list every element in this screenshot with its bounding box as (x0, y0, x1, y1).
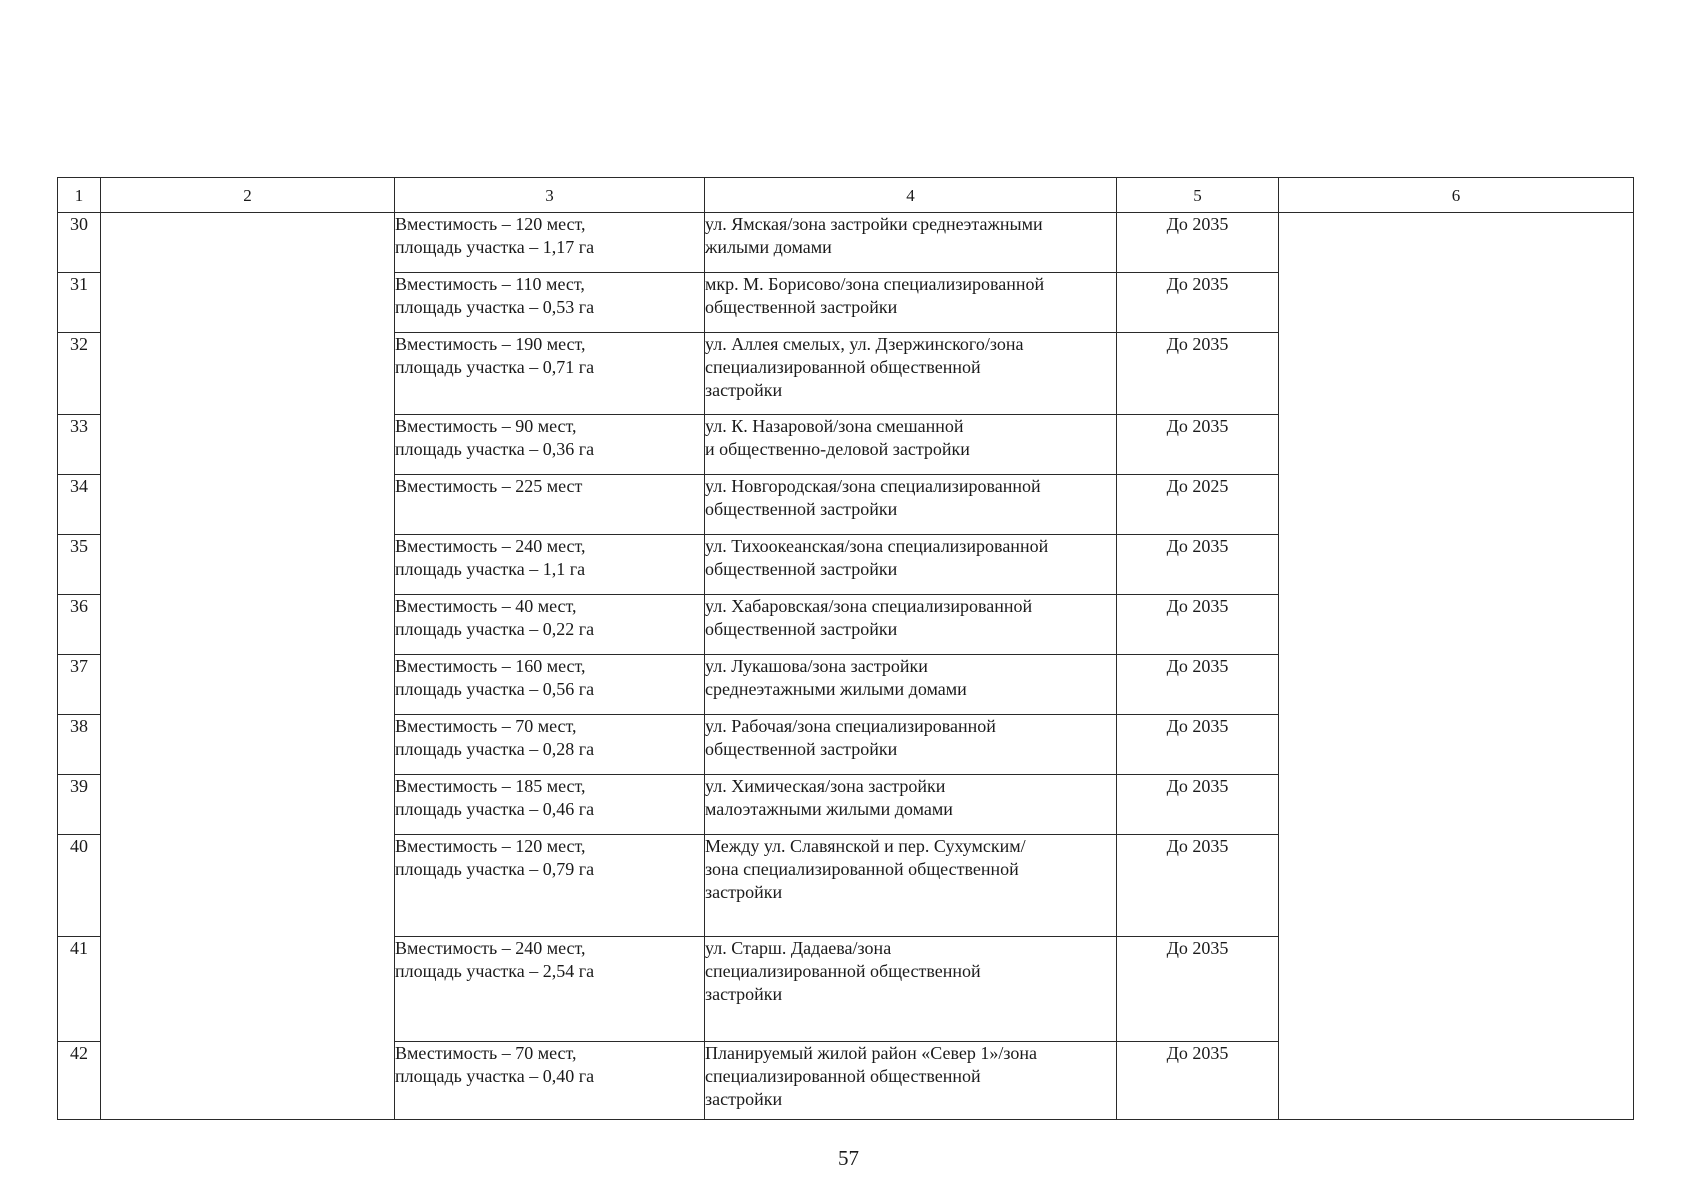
location-line: застройки (705, 1089, 783, 1109)
capacity-cell (395, 595, 705, 655)
capacity-line: Вместимость – 70 мест, (395, 716, 577, 736)
capacity-cell (395, 213, 705, 273)
row-number-cell: 32 (58, 333, 101, 415)
term-cell: До 2035 (1117, 715, 1279, 775)
document-table (57, 177, 1634, 1120)
capacity-line: площадь участка – 0,56 га (395, 679, 595, 699)
term-cell: До 2035 (1117, 1042, 1279, 1120)
location-line: ул. Лукашова/зона застройки (705, 656, 928, 676)
capacity-line: Вместимость – 240 мест, (395, 938, 586, 958)
column-header-4: 4 (705, 178, 1117, 213)
capacity-cell (395, 273, 705, 333)
location-cell (705, 937, 1117, 1042)
location-cell (705, 535, 1117, 595)
term-cell: До 2035 (1117, 775, 1279, 835)
capacity-line: площадь участка – 0,46 га (395, 799, 595, 819)
row-number-cell: 31 (58, 273, 101, 333)
location-cell (705, 1042, 1117, 1120)
term-cell: До 2035 (1117, 835, 1279, 937)
location-line: ул. Рабочая/зона специализированной (705, 716, 996, 736)
column-header-6: 6 (1279, 178, 1634, 213)
row-number-cell: 37 (58, 655, 101, 715)
capacity-cell (395, 835, 705, 937)
column-header-1: 1 (58, 178, 101, 213)
capacity-line: площадь участка – 0,53 га (395, 297, 595, 317)
capacity-line: Вместимость – 190 мест, (395, 334, 586, 354)
location-line: специализированной общественной (705, 961, 981, 981)
capacity-line: Вместимость – 225 мест (395, 476, 583, 496)
location-line: ул. Аллея смелых, ул. Дзержинского/зона (705, 334, 1024, 354)
capacity-line: площадь участка – 1,17 га (395, 237, 595, 257)
location-cell (705, 655, 1117, 715)
location-line: зона специализированной общественной (705, 859, 1019, 879)
capacity-line: Вместимость – 185 мест, (395, 776, 586, 796)
capacity-cell (395, 655, 705, 715)
term-cell: До 2035 (1117, 273, 1279, 333)
capacity-cell (395, 937, 705, 1042)
location-line: ул. Химическая/зона застройки (705, 776, 946, 796)
term-cell: До 2035 (1117, 937, 1279, 1042)
location-line: ул. Старш. Дадаева/зона (705, 938, 892, 958)
location-line: Между ул. Славянской и пер. Сухумским/ (705, 836, 1026, 856)
location-cell (705, 475, 1117, 535)
row-number-cell: 40 (58, 835, 101, 937)
row-number-cell: 30 (58, 213, 101, 273)
capacity-cell (395, 1042, 705, 1120)
location-line: и общественно-деловой застройки (705, 439, 970, 459)
column-6-merged-cell (1279, 213, 1634, 1120)
capacity-cell (395, 333, 705, 415)
location-cell (705, 715, 1117, 775)
location-line: ул. Тихоокеанская/зона специализированной (705, 536, 1049, 556)
row-number-cell: 35 (58, 535, 101, 595)
location-line: ул. Хабаровская/зона специализированной (705, 596, 1033, 616)
location-line: застройки (705, 380, 783, 400)
capacity-line: площадь участка – 0,22 га (395, 619, 595, 639)
location-line: общественной застройки (705, 297, 898, 317)
term-cell: До 2035 (1117, 415, 1279, 475)
location-line: застройки (705, 882, 783, 902)
capacity-cell (395, 475, 705, 535)
capacity-cell (395, 535, 705, 595)
row-number-cell: 36 (58, 595, 101, 655)
location-line: жилыми домами (705, 237, 832, 257)
column-header-3: 3 (395, 178, 705, 213)
location-line: застройки (705, 984, 783, 1004)
column-header-5: 5 (1117, 178, 1279, 213)
capacity-cell (395, 415, 705, 475)
capacity-line: площадь участка – 0,71 га (395, 357, 595, 377)
term-cell: До 2035 (1117, 595, 1279, 655)
capacity-cell (395, 715, 705, 775)
capacity-line: Вместимость – 70 мест, (395, 1043, 577, 1063)
row-number-cell: 39 (58, 775, 101, 835)
capacity-line: площадь участка – 1,1 га (395, 559, 586, 579)
capacity-line: Вместимость – 110 мест, (395, 274, 585, 294)
location-line: общественной застройки (705, 739, 898, 759)
location-cell (705, 333, 1117, 415)
capacity-line: Вместимость – 120 мест, (395, 214, 586, 234)
location-line: среднеэтажными жилыми домами (705, 679, 967, 699)
row-number-cell: 33 (58, 415, 101, 475)
table-row (58, 213, 1634, 273)
capacity-line: Вместимость – 90 мест, (395, 416, 577, 436)
location-line: малоэтажными жилыми домами (705, 799, 953, 819)
location-line: специализированной общественной (705, 1066, 981, 1086)
row-number-cell: 34 (58, 475, 101, 535)
term-cell: До 2025 (1117, 475, 1279, 535)
table-header-row (58, 178, 1634, 213)
location-line: общественной застройки (705, 619, 898, 639)
location-cell (705, 595, 1117, 655)
location-cell (705, 273, 1117, 333)
capacity-line: площадь участка – 0,36 га (395, 439, 595, 459)
location-line: специализированной общественной (705, 357, 981, 377)
capacity-line: площадь участка – 0,79 га (395, 859, 595, 879)
term-cell: До 2035 (1117, 655, 1279, 715)
term-cell: До 2035 (1117, 213, 1279, 273)
location-line: ул. Ямская/зона застройки среднеэтажными (705, 214, 1043, 234)
capacity-line: Вместимость – 120 мест, (395, 836, 586, 856)
location-cell (705, 415, 1117, 475)
location-cell (705, 213, 1117, 273)
capacity-line: площадь участка – 0,28 га (395, 739, 595, 759)
location-line: общественной застройки (705, 499, 898, 519)
capacity-cell (395, 775, 705, 835)
table-body (58, 213, 1634, 1120)
term-cell: До 2035 (1117, 535, 1279, 595)
capacity-line: площадь участка – 2,54 га (395, 961, 595, 981)
location-line: общественной застройки (705, 559, 898, 579)
term-cell: До 2035 (1117, 333, 1279, 415)
location-line: ул. Новгородская/зона специализированной (705, 476, 1041, 496)
row-number-cell: 41 (58, 937, 101, 1042)
location-line: мкр. М. Борисово/зона специализированной (705, 274, 1045, 294)
location-line: ул. К. Назаровой/зона смешанной (705, 416, 964, 436)
row-number-cell: 42 (58, 1042, 101, 1120)
location-cell (705, 835, 1117, 937)
capacity-line: Вместимость – 160 мест, (395, 656, 586, 676)
capacity-line: площадь участка – 0,40 га (395, 1066, 595, 1086)
page-number: 57 (838, 1146, 859, 1170)
capacity-line: Вместимость – 240 мест, (395, 536, 586, 556)
column-2-merged-cell (101, 213, 395, 1120)
location-cell (705, 775, 1117, 835)
row-number-cell: 38 (58, 715, 101, 775)
column-header-2: 2 (101, 178, 395, 213)
location-line: Планируемый жилой район «Север 1»/зона (705, 1043, 1038, 1063)
capacity-line: Вместимость – 40 мест, (395, 596, 577, 616)
